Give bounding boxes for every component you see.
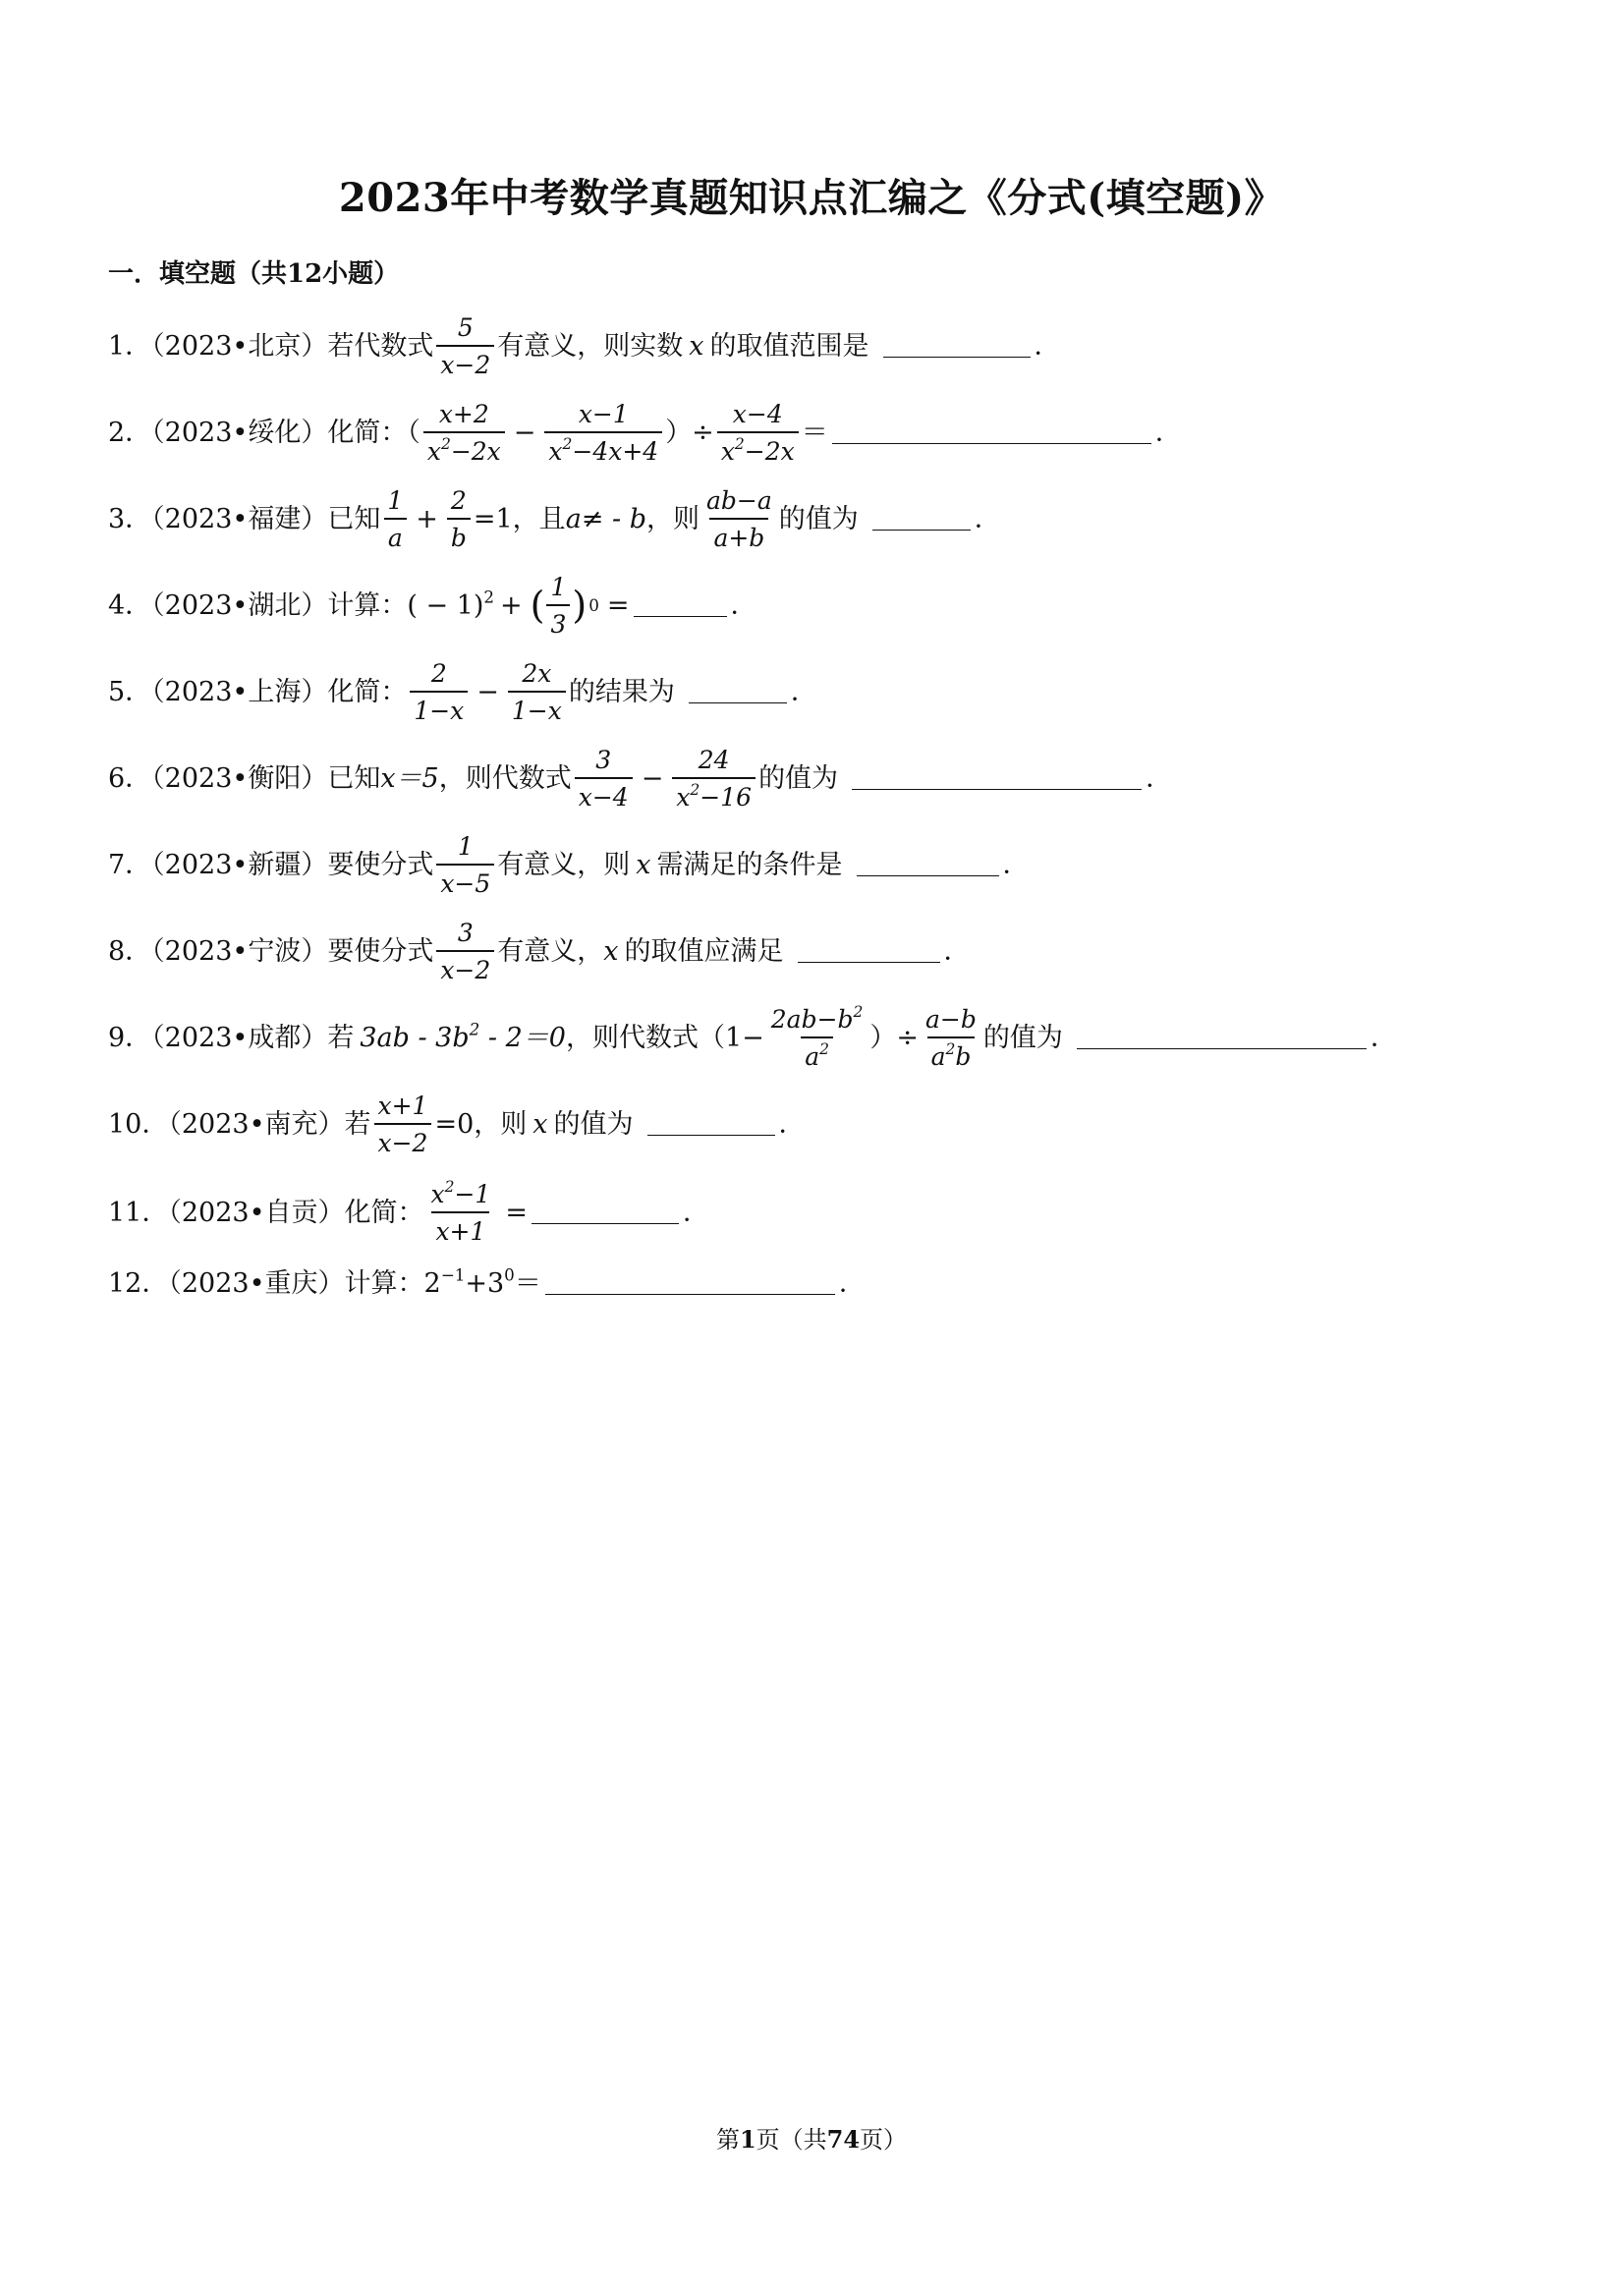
q6-cond: x＝5 <box>380 762 439 794</box>
q3-f3-den: a+b <box>709 518 768 550</box>
answer-blank-3[interactable] <box>872 508 971 531</box>
q10-fraction <box>374 1093 432 1155</box>
answer-blank-4[interactable] <box>634 594 727 617</box>
q1-num: 5 <box>457 312 474 342</box>
q11-f-num-exp: 2 <box>444 1177 455 1196</box>
q12-eq: ＝ <box>514 1267 541 1299</box>
q2-fraction-2 <box>544 399 662 466</box>
footer-middle: 页（共 <box>756 2126 827 2154</box>
q4-exp-a: 2 <box>483 586 495 606</box>
section-heading: 一．填空题（共12小题） <box>108 259 400 289</box>
answer-blank-10[interactable] <box>647 1113 775 1136</box>
q6-end: ． <box>1146 762 1173 794</box>
q7-f-den: x−5 <box>436 864 494 896</box>
q2-fraction-3 <box>717 399 799 466</box>
q3-fraction-1 <box>383 485 407 552</box>
q8-f-den: x−2 <box>436 950 494 982</box>
answer-blank-11[interactable] <box>532 1202 679 1224</box>
q7-fraction <box>436 831 494 898</box>
q8-end: ． <box>943 935 971 967</box>
q9-f2-den <box>927 1036 976 1069</box>
q1-var: x <box>689 330 704 362</box>
q2-f3-den-b: −2x <box>744 436 795 466</box>
q8-f-num: 3 <box>457 918 474 947</box>
q4-f-den: 3 <box>546 604 570 637</box>
q6-prefix: 6．（2023•衡阳）已知 <box>108 762 381 794</box>
q9-mid: ，则代数式（1− <box>565 1022 764 1053</box>
q6-f2-num: 24 <box>698 745 730 774</box>
q9-cond-exp: 2 <box>469 1018 480 1038</box>
q11-fraction <box>427 1177 495 1246</box>
q2-f3-den: $x^2-2x$ <box>717 431 799 464</box>
q3-fraction-2 <box>447 485 471 552</box>
q2-eq: ＝ <box>801 417 828 448</box>
q12-end: ． <box>838 1267 866 1299</box>
q4-prefix: 4．（2023•湖北）计算： <box>108 589 408 621</box>
q6-minus: − <box>641 762 664 794</box>
q9-f1-num <box>767 1002 867 1036</box>
answer-blank-8[interactable] <box>798 940 940 963</box>
q3-plus: + <box>416 503 438 534</box>
q2-minus: − <box>513 417 536 448</box>
q11-f-num-b: −1 <box>454 1179 491 1208</box>
q9-fraction-1 <box>767 1002 867 1071</box>
q5-f1-den: 1−x <box>410 691 468 723</box>
question-10 <box>108 1085 806 1163</box>
q5-minus: − <box>476 676 499 707</box>
q8-var: x <box>603 935 619 967</box>
q6-f2-den-b: −16 <box>700 782 753 812</box>
q12-prefix: 12．（2023•重庆）计算： <box>108 1267 424 1299</box>
q6-f1-num: 3 <box>595 745 612 774</box>
q6-fraction-2 <box>672 745 756 812</box>
q6-fraction-1 <box>575 745 633 812</box>
q2-prefix: 2．（2023•绥化）化简：（ <box>108 417 420 448</box>
q2-f1-num: x+2 <box>438 399 489 428</box>
q4-plus: + <box>500 589 523 621</box>
q2-fraction-1 <box>423 399 505 466</box>
footer-prefix: 第 <box>715 2126 740 2154</box>
question-12 <box>108 1244 866 1322</box>
q9-f1-den-exp: 2 <box>819 1039 829 1058</box>
q11-eq: = <box>505 1197 528 1228</box>
q3-fraction-3 <box>702 485 776 552</box>
q1-end: ． <box>1034 330 1061 362</box>
question-11 <box>108 1173 709 1252</box>
q10-suffix: 的值为 <box>553 1108 634 1140</box>
q9-f2-den-a: a <box>930 1041 946 1071</box>
q3-mid2: ，则 <box>645 503 700 534</box>
q7-var: x <box>636 849 651 880</box>
q10-mid: =0，则 <box>434 1108 528 1140</box>
q11-prefix: 11．（2023•自贡）化简： <box>108 1197 424 1228</box>
question-1 <box>108 307 1061 385</box>
q9-f2-num: a−b <box>925 1004 977 1034</box>
footer-page-number: 1 <box>739 2125 756 2154</box>
q7-f-num: 1 <box>457 831 474 861</box>
q9-f2-den-b: b <box>955 1041 972 1071</box>
q2-f2-den-b: −4x+4 <box>572 436 659 466</box>
q12-expr <box>423 1263 515 1299</box>
q2-close: ）÷ <box>665 417 714 448</box>
q5-fraction-2 <box>508 658 566 725</box>
q2-end: ． <box>1154 417 1182 448</box>
q8-mid: 有意义， <box>497 935 604 967</box>
q9-suffix: 的值为 <box>982 1022 1063 1053</box>
question-6 <box>108 739 1172 817</box>
q9-close: ）÷ <box>869 1022 920 1053</box>
q9-cond <box>360 1018 566 1053</box>
q1-den: x−2 <box>436 345 494 377</box>
answer-blank-5[interactable] <box>689 681 787 703</box>
q4-f-num: 1 <box>550 572 567 601</box>
q10-prefix: 10．（2023•南充）若 <box>108 1108 371 1140</box>
q7-mid: 有意义，则 <box>497 849 631 880</box>
q5-suffix: 的结果为 <box>568 676 675 707</box>
q9-f1-num-a: 2ab−b <box>770 1004 854 1034</box>
q2-f1-den-b: −2x <box>450 436 501 466</box>
q3-f2-num: 2 <box>450 485 467 515</box>
answer-blank-7[interactable] <box>857 854 999 876</box>
q5-f2-den: 1−x <box>508 691 566 723</box>
q1-suffix: 的取值范围是 <box>709 330 869 362</box>
q9-f1-num-exp: 2 <box>853 1002 864 1021</box>
answer-blank-1[interactable] <box>883 335 1031 358</box>
q9-prefix: 9．（2023•成都）若 <box>108 1022 355 1053</box>
q9-fraction-2 <box>922 1004 980 1071</box>
q3-mid: =1，且 <box>473 503 566 534</box>
q11-f-num-a: x <box>430 1179 445 1208</box>
question-4: 4．（2023•湖北）计算： ( − 1)$^2$ + ( $\frac{1}{3}$ ) 0 = ． <box>108 572 757 639</box>
q3-cond: a≠ - b <box>565 503 646 534</box>
q7-suffix: 需满足的条件是 <box>656 849 843 880</box>
footer-suffix: 页） <box>860 2126 908 2154</box>
q9-cond-b: - 2＝0 <box>479 1022 566 1053</box>
q4-expr-a <box>407 586 495 621</box>
q10-f-num: x+1 <box>377 1091 428 1120</box>
q8-suffix: 的取值应满足 <box>624 935 784 967</box>
q1-prefix: 1．（2023•北京）若代数式 <box>108 330 434 362</box>
q6-mid: ，则代数式 <box>438 762 572 794</box>
q1-mid: 有意义，则实数 <box>497 330 684 362</box>
q11-f-den: x+1 <box>431 1211 489 1244</box>
q3-f1-num: 1 <box>387 485 404 515</box>
footer-total-pages: 74 <box>826 2125 861 2154</box>
q11-end: ． <box>682 1197 709 1228</box>
q4-eq: = <box>606 589 630 621</box>
q11-f-num <box>427 1177 495 1211</box>
q2-f3-den-a: x <box>720 436 735 466</box>
question-5 <box>108 652 817 731</box>
question-2 <box>108 393 1182 472</box>
q3-suffix: 的值为 <box>778 503 859 534</box>
q2-f2-den: $x^2-4x+4$ <box>544 431 662 464</box>
q5-f1-num: 2 <box>430 658 447 688</box>
answer-blank-2[interactable] <box>832 421 1151 444</box>
q3-f2-den: b <box>447 518 471 550</box>
question-3 <box>108 479 1001 558</box>
page-footer <box>0 2120 1623 2155</box>
q4-fraction <box>546 572 570 639</box>
q3-f3-num: ab−a <box>705 485 772 515</box>
page-title: 2023年中考数学真题知识点汇编之《分式(填空题)》 <box>338 175 1285 221</box>
q3-f1-den: a <box>384 518 407 550</box>
q12-exp-b: 0 <box>504 1263 515 1284</box>
q2-f3-num: x−4 <box>732 399 783 428</box>
q2-f2-den-a: x <box>548 436 563 466</box>
q2-f2-num: x−1 <box>578 399 629 428</box>
question-9 <box>108 998 1397 1077</box>
q9-cond-a: 3ab - 3b <box>360 1022 470 1053</box>
q2-f1-den-a: x <box>426 436 441 466</box>
q2-f1-den: $x^2-2x$ <box>423 431 505 464</box>
q9-f1-den-a: a <box>805 1041 820 1071</box>
q4-expr-a-text: ( − 1) <box>407 589 484 621</box>
q1-fraction <box>436 312 494 379</box>
question-8 <box>108 912 971 990</box>
q10-f-den: x−2 <box>374 1123 432 1155</box>
q8-prefix: 8．（2023•宁波）要使分式 <box>108 935 434 967</box>
question-7 <box>108 825 1030 904</box>
q3-end: ． <box>974 503 1001 534</box>
q9-f1-den <box>801 1036 833 1069</box>
q12-plus: +3 <box>465 1267 505 1299</box>
answer-blank-12[interactable] <box>545 1272 835 1295</box>
q7-end: ． <box>1002 849 1030 880</box>
answer-blank-6[interactable] <box>852 767 1142 790</box>
q5-prefix: 5．（2023•上海）化简： <box>108 676 408 707</box>
q3-prefix: 3．（2023•福建）已知 <box>108 503 381 534</box>
q6-f1-den: x−4 <box>575 777 633 810</box>
q9-end: ． <box>1370 1022 1397 1053</box>
q10-var: x <box>532 1108 548 1140</box>
q10-end: ． <box>778 1108 806 1140</box>
q6-f2-den: $x^2-16$ <box>672 777 756 810</box>
q6-suffix: 的值为 <box>758 762 839 794</box>
q7-prefix: 7．（2023•新疆）要使分式 <box>108 849 434 880</box>
q6-f2-den-a: x <box>676 782 691 812</box>
q9-f2-den-exp: 2 <box>945 1039 956 1058</box>
q4-end: ． <box>730 589 757 621</box>
q12-base-a: 2 <box>423 1267 441 1299</box>
q5-f2-num: 2x <box>522 658 552 688</box>
q8-fraction <box>436 918 494 984</box>
answer-blank-9[interactable] <box>1077 1027 1367 1049</box>
q12-exp-a: −1 <box>440 1263 466 1284</box>
q5-fraction-1 <box>410 658 468 725</box>
q5-end: ． <box>790 676 817 707</box>
